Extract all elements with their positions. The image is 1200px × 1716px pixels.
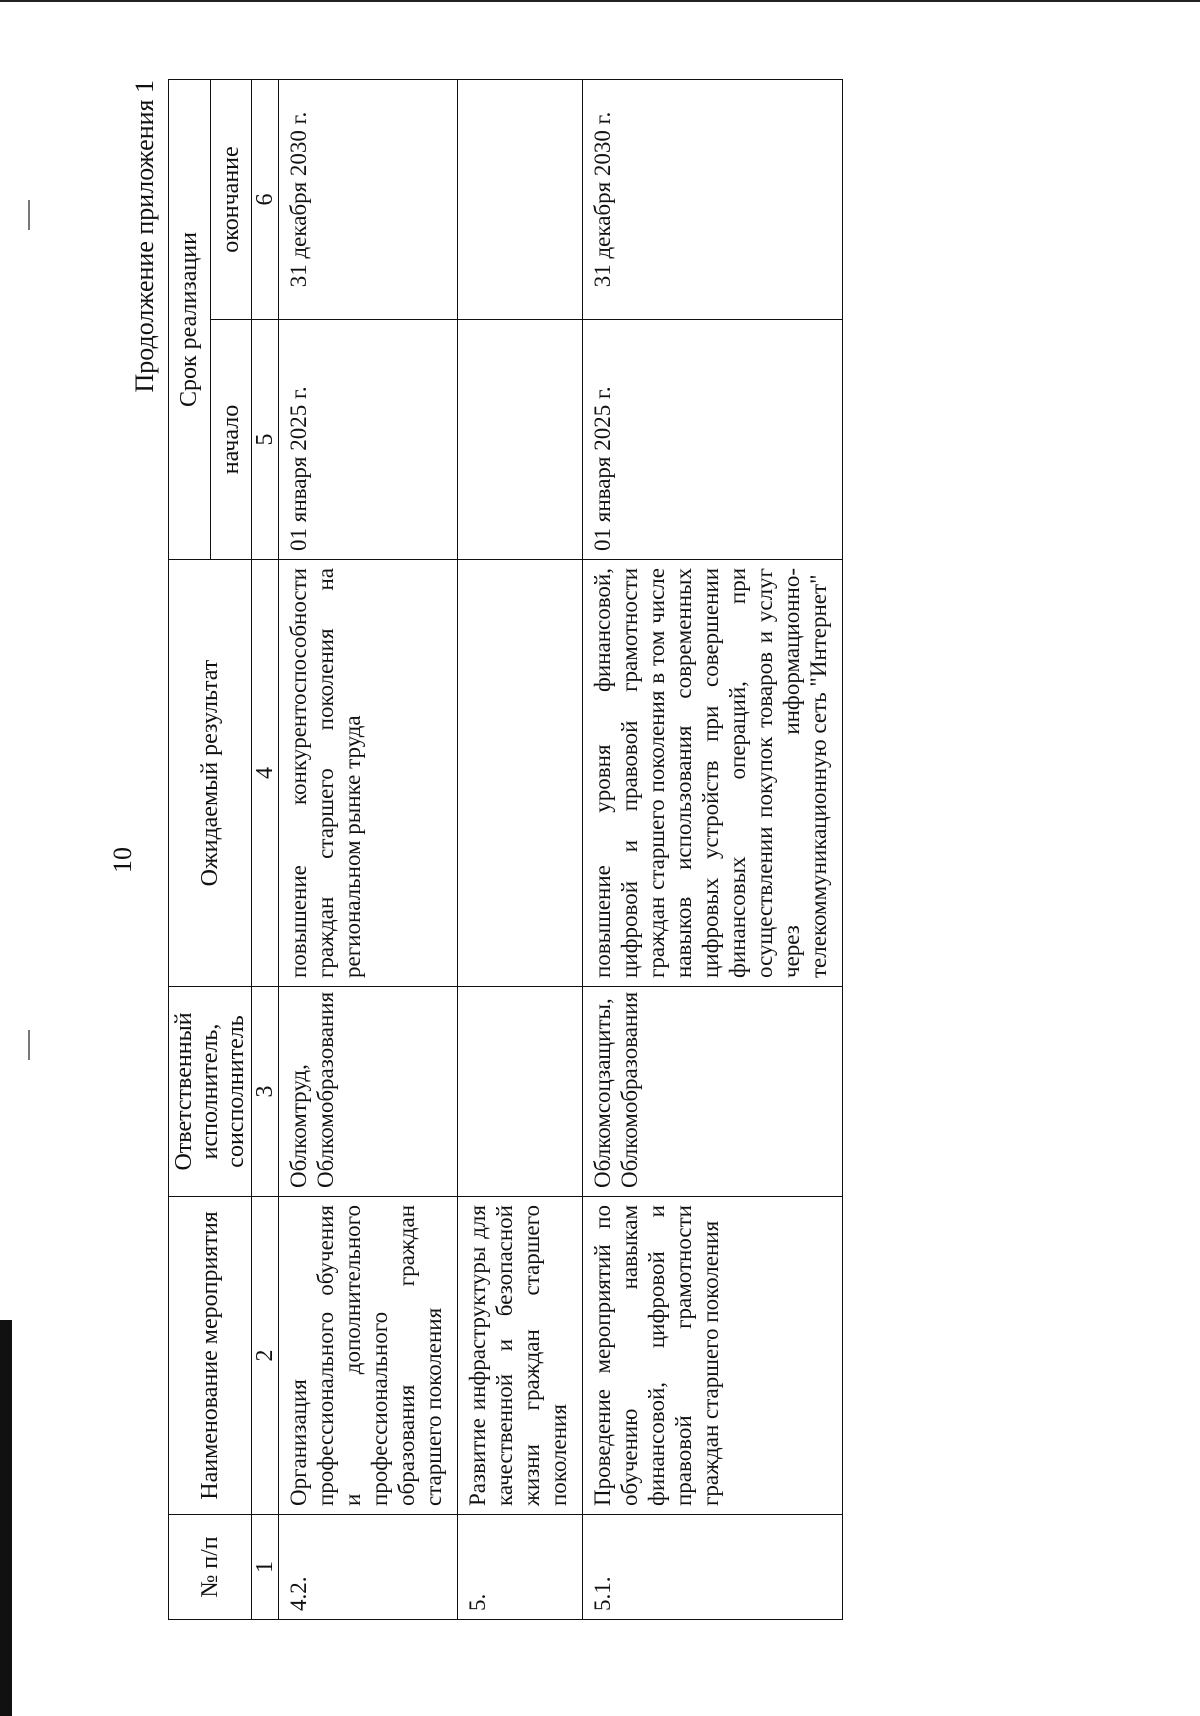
activities-table bbox=[168, 79, 843, 1620]
column-number: 1 bbox=[252, 1515, 279, 1620]
header-responsible: Ответственный исполнитель, соисполнитель bbox=[169, 987, 252, 1197]
column-number: 6 bbox=[252, 80, 279, 320]
row-start: 01 января 2025 г. bbox=[583, 320, 843, 560]
continuation-label: Продолжение приложения 1 bbox=[130, 80, 159, 393]
row-num: 5. bbox=[458, 1515, 583, 1620]
header-result: Ожидаемый результат bbox=[169, 560, 252, 987]
column-numbers-row bbox=[252, 80, 279, 1620]
row-name: Развитие инфраструктуры для качественной и безопасной жизни граждан старшего поколения bbox=[458, 1197, 583, 1515]
scan-edge-left bbox=[0, 1320, 12, 1716]
rotated-page bbox=[90, 80, 1110, 1660]
header-end: окончание bbox=[210, 80, 252, 320]
row-result bbox=[458, 560, 583, 987]
header-row bbox=[169, 80, 211, 1620]
scan-edge-top bbox=[0, 0, 1200, 6]
header-term: Срок реализации bbox=[169, 80, 211, 560]
column-number: 3 bbox=[252, 987, 279, 1197]
scan-mark bbox=[28, 1030, 30, 1060]
row-end bbox=[458, 80, 583, 320]
row-num: 4.2. bbox=[279, 1515, 458, 1620]
header-num: № п/п bbox=[169, 1515, 252, 1620]
row-responsible: Облкомсоцзащиты, Облкомобразования bbox=[583, 987, 843, 1197]
row-start: 01 января 2025 г. bbox=[279, 320, 458, 560]
header-start: начало bbox=[210, 320, 252, 560]
row-responsible bbox=[458, 987, 583, 1197]
row-start bbox=[458, 320, 583, 560]
row-end: 31 декабря 2030 г. bbox=[583, 80, 843, 320]
row-name: Проведение мероприятий по обучению навыкам финансовой, цифровой и правовой грамотности граждан старшего поколения bbox=[583, 1197, 843, 1515]
header-name: Наименование мероприятия bbox=[169, 1197, 252, 1515]
column-number: 4 bbox=[252, 560, 279, 987]
row-end: 31 декабря 2030 г. bbox=[279, 80, 458, 320]
row-result: повышение конкурентоспособности граждан старшего поколения на региональном рынке труда bbox=[279, 560, 458, 987]
table-row bbox=[279, 80, 458, 1620]
column-number: 5 bbox=[252, 320, 279, 560]
page-number: 10 bbox=[108, 847, 137, 873]
scan-mark bbox=[28, 200, 30, 230]
table-row bbox=[458, 80, 583, 1620]
row-result: повышение уровня финансовой, цифровой и правовой грамотности граждан старшего поколения в том числе навыков использования современных цифровых устройств при совершении финансовых операций, при осуществлении покупок товаров и услуг через информационно-телекоммуникационную сеть "Интернет" bbox=[583, 560, 843, 987]
row-num: 5.1. bbox=[583, 1515, 843, 1620]
row-name: Организация профессионального обучения и дополнительного профессионального образования граждан старшего поколения bbox=[279, 1197, 458, 1515]
row-responsible: Облкомтруд, Облкомобразования bbox=[279, 987, 458, 1197]
table-row bbox=[583, 80, 843, 1620]
column-number: 2 bbox=[252, 1197, 279, 1515]
